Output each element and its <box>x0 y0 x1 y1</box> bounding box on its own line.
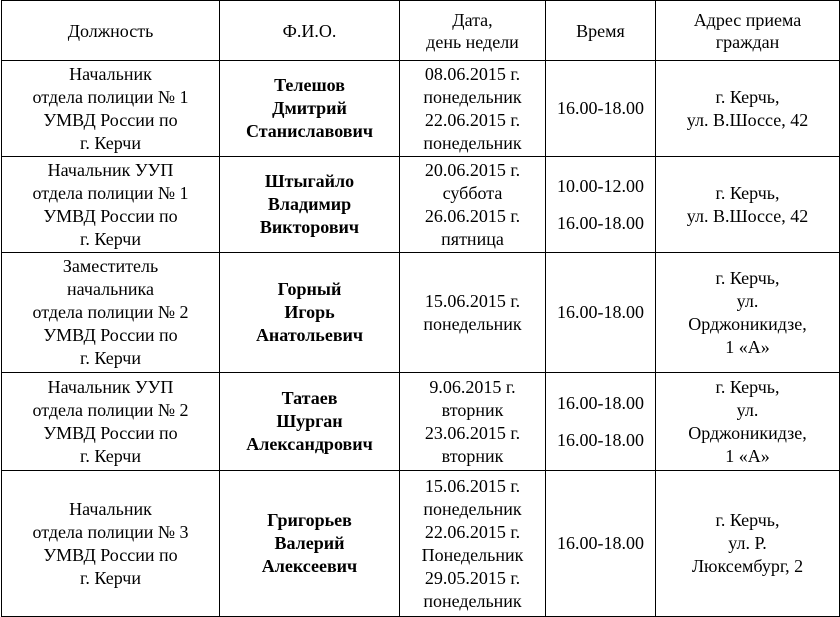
header-date: Дата, день недели <box>400 1 546 61</box>
date-line: 22.06.2015 г. <box>424 109 521 130</box>
address-line: 1 «А» <box>725 336 770 357</box>
position-cell <box>2 61 220 157</box>
date-cell <box>400 61 546 157</box>
address-line: г. Керчь, <box>715 86 780 107</box>
time-cell <box>546 373 656 471</box>
position-line: Начальник <box>69 63 152 84</box>
position-line: УМВД России по <box>43 205 178 226</box>
date-line: вторник <box>441 399 504 420</box>
name-line: Александрович <box>246 434 373 454</box>
table-row <box>2 157 840 253</box>
address-line: г. Керчь, <box>715 182 780 203</box>
name-line: Анатольевич <box>255 325 364 345</box>
date-cell <box>400 253 546 373</box>
address-line: Люксембург, 2 <box>691 556 804 576</box>
date-line: 22.06.2015 г. <box>424 521 521 542</box>
date-line: понедельник <box>423 132 522 153</box>
name-line: Владимир <box>267 194 352 214</box>
date-line: 29.05.2015 г. <box>424 567 521 588</box>
header-position: Должность <box>2 1 220 61</box>
address-cell <box>656 471 840 617</box>
date-line: 20.06.2015 г. <box>424 159 521 180</box>
time-line: 16.00-18.00 <box>557 98 644 118</box>
position-line: Начальник УУП <box>47 376 174 397</box>
position-cell <box>2 253 220 373</box>
position-cell <box>2 157 220 253</box>
address-line: ул. В.Шоссе, 42 <box>686 205 809 226</box>
name-line: Штыгайло <box>264 171 355 191</box>
time-cell <box>546 157 656 253</box>
date-line: 15.06.2015 г. <box>424 475 521 496</box>
header-address: Адрес приема граждан <box>656 1 840 61</box>
position-line: начальника <box>66 279 155 299</box>
table-row <box>2 471 840 617</box>
name-cell <box>220 253 400 373</box>
position-line: отдела полиции № 3 <box>32 521 189 542</box>
name-line: Валерий <box>274 533 345 553</box>
address-line: г. Керчь, <box>715 267 780 288</box>
date-line: понедельник <box>423 498 522 519</box>
address-line: ул. <box>736 399 759 420</box>
address-line: ул. В.Шоссе, 42 <box>686 109 809 130</box>
address-line: г. Керчь, <box>715 376 780 397</box>
date-line: пятница <box>441 228 504 249</box>
table-row <box>2 61 840 157</box>
position-line: Начальник УУП <box>47 159 174 180</box>
date-line: суббота <box>442 182 503 203</box>
position-line: г. Керчи <box>80 567 141 588</box>
time-line: 16.00-18.00 <box>557 533 644 553</box>
address-cell <box>656 373 840 471</box>
header-name: Ф.И.О. <box>220 1 400 61</box>
name-line: Дмитрий <box>272 98 347 118</box>
address-line: г. Керчь, <box>715 510 780 530</box>
date-line: понедельник <box>423 590 522 611</box>
position-line: Начальник <box>69 498 152 519</box>
position-line: отдела полиции № 2 <box>32 302 189 322</box>
position-line: УМВД России по <box>43 325 178 345</box>
date-cell <box>400 157 546 253</box>
reception-schedule-table <box>1 0 840 617</box>
position-line: Заместитель <box>62 256 159 276</box>
address-cell <box>656 61 840 157</box>
name-cell <box>220 61 400 157</box>
name-line: Алексеевич <box>261 556 358 576</box>
name-line: Григорьев <box>267 510 352 530</box>
position-cell <box>2 471 220 617</box>
position-line: УМВД России по <box>43 109 178 130</box>
position-line: г. Керчи <box>80 132 141 153</box>
date-line: понедельник <box>423 313 522 334</box>
position-line: г. Керчи <box>80 445 141 466</box>
header-row <box>2 1 840 61</box>
date-cell <box>400 471 546 617</box>
address-line: 1 «А» <box>725 445 770 466</box>
date-line: понедельник <box>423 86 522 107</box>
name-line: Викторович <box>259 217 360 237</box>
position-line: г. Керчи <box>80 228 141 249</box>
address-line: ул. <box>736 290 759 311</box>
time-cell <box>546 253 656 373</box>
name-line: Шурган <box>276 411 343 431</box>
time-line: 10.00-12.00 <box>557 175 644 196</box>
date-line: 23.06.2015 г. <box>424 422 521 443</box>
time-line: 16.00-18.00 <box>557 302 644 322</box>
time-line: 16.00-18.00 <box>557 212 644 233</box>
position-line: отдела полиции № 1 <box>32 182 189 203</box>
table-row <box>2 253 840 373</box>
header-time: Время <box>546 1 656 61</box>
name-cell <box>220 373 400 471</box>
date-line: 08.06.2015 г. <box>424 63 521 84</box>
time-cell <box>546 61 656 157</box>
position-line: отдела полиции № 2 <box>32 399 189 420</box>
position-line: г. Керчи <box>80 348 141 368</box>
date-line: 15.06.2015 г. <box>424 290 521 311</box>
table-row <box>2 373 840 471</box>
date-line: 9.06.2015 г. <box>429 376 516 397</box>
name-line: Игорь <box>284 302 335 322</box>
address-cell <box>656 253 840 373</box>
position-line: УМВД России по <box>43 544 178 565</box>
address-line: ул. Р. <box>728 533 767 553</box>
position-line: УМВД России по <box>43 422 178 443</box>
date-line: вторник <box>441 445 504 466</box>
name-line: Горный <box>277 279 342 299</box>
name-line: Станиславович <box>245 121 374 141</box>
date-cell <box>400 373 546 471</box>
address-line: Орджоникидзе, <box>688 422 807 443</box>
time-line: 16.00-18.00 <box>557 429 644 450</box>
date-line: 26.06.2015 г. <box>424 205 521 226</box>
name-line: Телешов <box>274 75 345 95</box>
time-cell <box>546 471 656 617</box>
position-line: отдела полиции № 1 <box>32 86 189 107</box>
address-line: Орджоникидзе, <box>688 313 807 334</box>
date-line: Понедельник <box>421 544 524 565</box>
position-cell <box>2 373 220 471</box>
time-line: 16.00-18.00 <box>557 392 644 413</box>
name-line: Татаев <box>281 388 338 408</box>
address-cell <box>656 157 840 253</box>
name-cell <box>220 471 400 617</box>
name-cell <box>220 157 400 253</box>
